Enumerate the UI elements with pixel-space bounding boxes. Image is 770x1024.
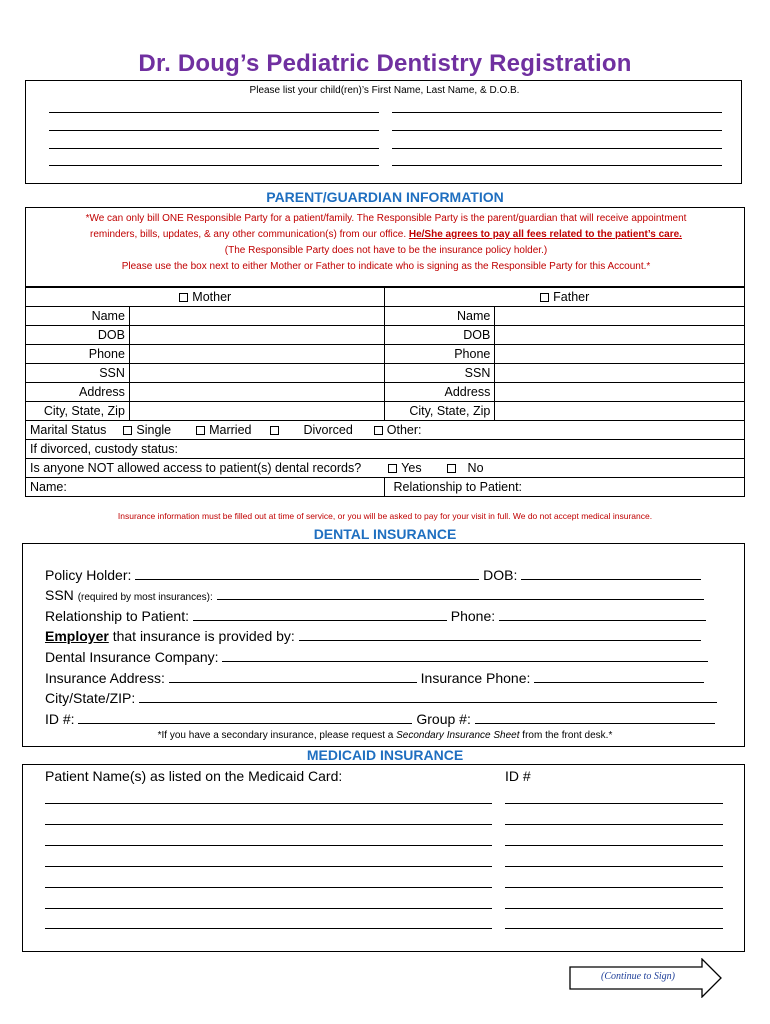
restricted-name-field[interactable]: Name: bbox=[26, 478, 385, 497]
mother-field-label: DOB bbox=[26, 326, 130, 345]
child-line-3b[interactable] bbox=[392, 148, 722, 149]
father-field-label: Name bbox=[385, 307, 495, 326]
divorced-checkbox[interactable] bbox=[270, 426, 279, 435]
insurance-phone-input[interactable] bbox=[534, 670, 704, 683]
medicaid-section-heading: MEDICAID INSURANCE bbox=[306, 747, 464, 763]
id-group-row: ID #: Group #: bbox=[45, 711, 715, 727]
child-line-2b[interactable] bbox=[392, 130, 722, 131]
company-row: Dental Insurance Company: bbox=[45, 649, 708, 665]
father-header: Father bbox=[385, 288, 745, 307]
employer-row: Employer that insurance is provided by: bbox=[45, 628, 701, 644]
child-line-3a[interactable] bbox=[49, 148, 379, 149]
notice-line-2b: He/She agrees to pay all fees related to the patient’s care. bbox=[408, 229, 682, 240]
medicaid-name-line-5[interactable] bbox=[45, 887, 492, 888]
mother-address-input[interactable] bbox=[129, 383, 385, 402]
notice-line-4: Please use the box next to either Mother or Father to indicate who is signing as the Responsible Party for this Account.* bbox=[121, 261, 651, 272]
father-ssn-input[interactable] bbox=[495, 364, 745, 383]
relationship-input[interactable] bbox=[193, 608, 447, 621]
records-access-question: Is anyone NOT allowed access to patient(s) dental records? bbox=[30, 461, 362, 475]
ssn-input[interactable] bbox=[217, 587, 704, 600]
insurance-address-row: Insurance Address: Insurance Phone: bbox=[45, 670, 704, 686]
medicaid-names-label: Patient Name(s) as listed on the Medicaid Card: bbox=[45, 768, 343, 784]
notice-line-1: *We can only bill ONE Responsible Party for a patient/family. The Responsible Party is the parent/guardian that will receive appointment bbox=[85, 213, 687, 224]
insurance-payment-notice: Insurance information must be filled out at time of service, or you will be asked to pay for your visit in full. We do not accept medical insurance. bbox=[117, 511, 653, 521]
relationship-row: Relationship to Patient: Phone: bbox=[45, 608, 706, 624]
medicaid-name-line-6[interactable] bbox=[45, 908, 492, 909]
dental-section-heading: DENTAL INSURANCE bbox=[313, 526, 457, 542]
medicaid-name-line-4[interactable] bbox=[45, 866, 492, 867]
mother-field-label: SSN bbox=[26, 364, 130, 383]
other-checkbox[interactable] bbox=[374, 426, 383, 435]
father-city-input[interactable] bbox=[495, 402, 745, 421]
relationship-field[interactable]: Relationship to Patient: bbox=[385, 478, 745, 497]
medicaid-name-line-3[interactable] bbox=[45, 845, 492, 846]
mother-field-label: Address bbox=[26, 383, 130, 402]
employer-input[interactable] bbox=[299, 628, 701, 641]
medicaid-id-line-3[interactable] bbox=[505, 845, 723, 846]
marital-status-label: Marital Status bbox=[30, 423, 107, 437]
mother-checkbox[interactable] bbox=[179, 293, 188, 302]
marital-status-row: Marital Status Single Married Divorced Other: bbox=[26, 421, 745, 440]
mother-field-label: Phone bbox=[26, 345, 130, 364]
child-line-1a[interactable] bbox=[49, 112, 379, 113]
policy-phone-input[interactable] bbox=[499, 608, 706, 621]
secondary-insurance-note: *If you have a secondary insurance, please request a Secondary Insurance Sheet from the front desk.* bbox=[157, 730, 613, 741]
notice-line-2a: reminders, bills, updates, & any other communication(s) from our office. bbox=[90, 229, 407, 240]
medicaid-id-line-2[interactable] bbox=[505, 824, 723, 825]
insurance-id-input[interactable] bbox=[78, 711, 412, 724]
continue-to-sign-arrow[interactable] bbox=[568, 958, 724, 998]
medicaid-id-line-7[interactable] bbox=[505, 928, 723, 929]
child-line-4b[interactable] bbox=[392, 165, 722, 166]
father-field-label: DOB bbox=[385, 326, 495, 345]
married-checkbox[interactable] bbox=[196, 426, 205, 435]
company-input[interactable] bbox=[222, 649, 708, 662]
continue-to-sign-label: (Continue to Sign) bbox=[601, 971, 675, 982]
group-number-input[interactable] bbox=[475, 711, 715, 724]
father-name-input[interactable] bbox=[495, 307, 745, 326]
child-line-4a[interactable] bbox=[49, 165, 379, 166]
responsible-party-notice bbox=[25, 207, 745, 287]
father-field-label: SSN bbox=[385, 364, 495, 383]
medicaid-name-line-2[interactable] bbox=[45, 824, 492, 825]
mother-name-input[interactable] bbox=[129, 307, 385, 326]
policy-dob-input[interactable] bbox=[521, 567, 701, 580]
medicaid-name-line-7[interactable] bbox=[45, 928, 492, 929]
father-phone-input[interactable] bbox=[495, 345, 745, 364]
mother-header: Mother bbox=[26, 288, 385, 307]
medicaid-id-line-6[interactable] bbox=[505, 908, 723, 909]
mother-field-label: City, State, Zip bbox=[26, 402, 130, 421]
father-field-label: Phone bbox=[385, 345, 495, 364]
insurance-city-input[interactable] bbox=[139, 690, 717, 703]
mother-field-label: Name bbox=[26, 307, 130, 326]
child-line-1b[interactable] bbox=[392, 112, 722, 113]
medicaid-box bbox=[22, 764, 745, 952]
page-title: Dr. Doug’s Pediatric Dentistry Registration bbox=[138, 50, 632, 77]
children-box bbox=[25, 80, 742, 184]
children-prompt: Please list your child(ren)’s First Name, Last Name, & D.O.B. bbox=[249, 85, 520, 96]
father-address-input[interactable] bbox=[495, 383, 745, 402]
child-line-2a[interactable] bbox=[49, 130, 379, 131]
notice-line-2 bbox=[26, 229, 746, 240]
mother-dob-input[interactable] bbox=[129, 326, 385, 345]
medicaid-id-line-5[interactable] bbox=[505, 887, 723, 888]
mother-ssn-input[interactable] bbox=[129, 364, 385, 383]
policy-holder-input[interactable] bbox=[135, 567, 479, 580]
parent-section-heading: PARENT/GUARDIAN INFORMATION bbox=[266, 189, 504, 205]
single-checkbox[interactable] bbox=[123, 426, 132, 435]
medicaid-name-line-1[interactable] bbox=[45, 803, 492, 804]
medicaid-id-label: ID # bbox=[505, 768, 531, 784]
ssn-row: SSN (required by most insurances): bbox=[45, 587, 704, 603]
no-checkbox[interactable] bbox=[447, 464, 456, 473]
insurance-address-input[interactable] bbox=[169, 670, 417, 683]
policy-holder-row: Policy Holder: DOB: bbox=[45, 567, 701, 583]
notice-line-3: (The Responsible Party does not have to be the insurance policy holder.) bbox=[224, 245, 548, 256]
city-state-zip-row: City/State/ZIP: bbox=[45, 690, 717, 706]
father-dob-input[interactable] bbox=[495, 326, 745, 345]
medicaid-id-line-4[interactable] bbox=[505, 866, 723, 867]
father-field-label: City, State, Zip bbox=[385, 402, 495, 421]
father-field-label: Address bbox=[385, 383, 495, 402]
records-access-row: Is anyone NOT allowed access to patient(s) dental records? Yes No bbox=[26, 459, 745, 478]
mother-phone-input[interactable] bbox=[129, 345, 385, 364]
medicaid-id-line-1[interactable] bbox=[505, 803, 723, 804]
parent-guardian-table bbox=[25, 287, 745, 497]
father-checkbox[interactable] bbox=[540, 293, 549, 302]
custody-status-row[interactable]: If divorced, custody status: bbox=[26, 440, 745, 459]
yes-checkbox[interactable] bbox=[388, 464, 397, 473]
mother-city-input[interactable] bbox=[129, 402, 385, 421]
